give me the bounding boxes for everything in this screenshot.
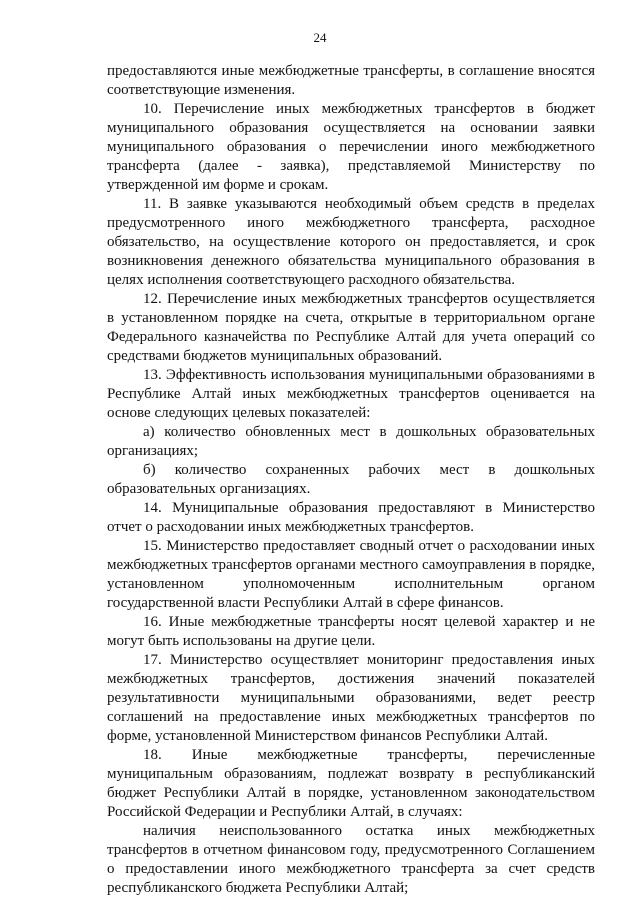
paragraph-12: 12. Перечисление иных межбюджетных трансфертов осуществляется в установленном порядке на счета, открытые в территориальном органе Федерального казначейства по Республике Алтай для учета операций со средствами бюджетов муниципальных образований.: [107, 291, 595, 364]
paragraph-18: 18. Иные межбюджетные трансферты, перечисленные муниципальным образованиям, подлежат возврату в республиканский бюджет Республики Алтай в порядке, установленном законодательством Российской Федерации и Республики Алтай, в случаях:: [107, 747, 595, 820]
paragraph-11: 11. В заявке указываются необходимый объем средств в пределах предусмотренного иного межбюджетного трансферта, расходное обязательство, на осуществление которого он предоставляется, и срок возникновения денежного обязательства муниципального образования в целях исполнения соответствующего расходного обязательства.: [107, 196, 595, 288]
paragraph-13-item-b: б) количество сохраненных рабочих мест в дошкольных образовательных организациях.: [107, 462, 595, 497]
paragraph-10: 10. Перечисление иных межбюджетных трансфертов в бюджет муниципального образования осуществляется на основании заявки муниципального образования о перечислении иного межбюджетного трансферта (далее - заявка), представляемой Министерству по утвержденной им форме и срокам.: [107, 101, 595, 193]
paragraph-15: 15. Министерство предоставляет сводный отчет о расходовании иных межбюджетных трансфертов органами местного самоуправления в порядке, установленном уполномоченным исполнительным органом государственной власти Республики Алтай в сфере финансов.: [107, 538, 595, 611]
paragraph-18-case-1: наличия неиспользованного остатка иных межбюджетных трансфертов в отчетном финансовом году, предусмотренного Соглашением о предоставлении иного межбюджетного трансферта за счет средств республиканского бюджета Республики Алтай;: [107, 823, 595, 896]
paragraph-13: 13. Эффективность использования муниципальными образованиями в Республике Алтай иных межбюджетных трансфертов оценивается на основе следующих целевых показателей:: [107, 367, 595, 421]
paragraph-16: 16. Иные межбюджетные трансферты носят целевой характер и не могут быть использованы на другие цели.: [107, 614, 595, 649]
paragraph-17: 17. Министерство осуществляет мониторинг предоставления иных межбюджетных трансфертов, достижения значений показателей результативности муниципальными образованиями, ведет реестр соглашений на предоставление иных межбюджетных трансфертов по форме, установленной Министерством финансов Республики Алтай.: [107, 652, 595, 744]
page-number: 24: [313, 30, 327, 45]
paragraph-13-item-a: а) количество обновленных мест в дошкольных образовательных организациях;: [107, 424, 595, 459]
document-body: [107, 62, 595, 898]
paragraph-continuation: предоставляются иные межбюджетные трансферты, в соглашение вносятся соответствующие изменения.: [107, 63, 595, 98]
paragraph-14: 14. Муниципальные образования предоставляют в Министерство отчет о расходовании иных межбюджетных трансфертов.: [107, 500, 595, 535]
